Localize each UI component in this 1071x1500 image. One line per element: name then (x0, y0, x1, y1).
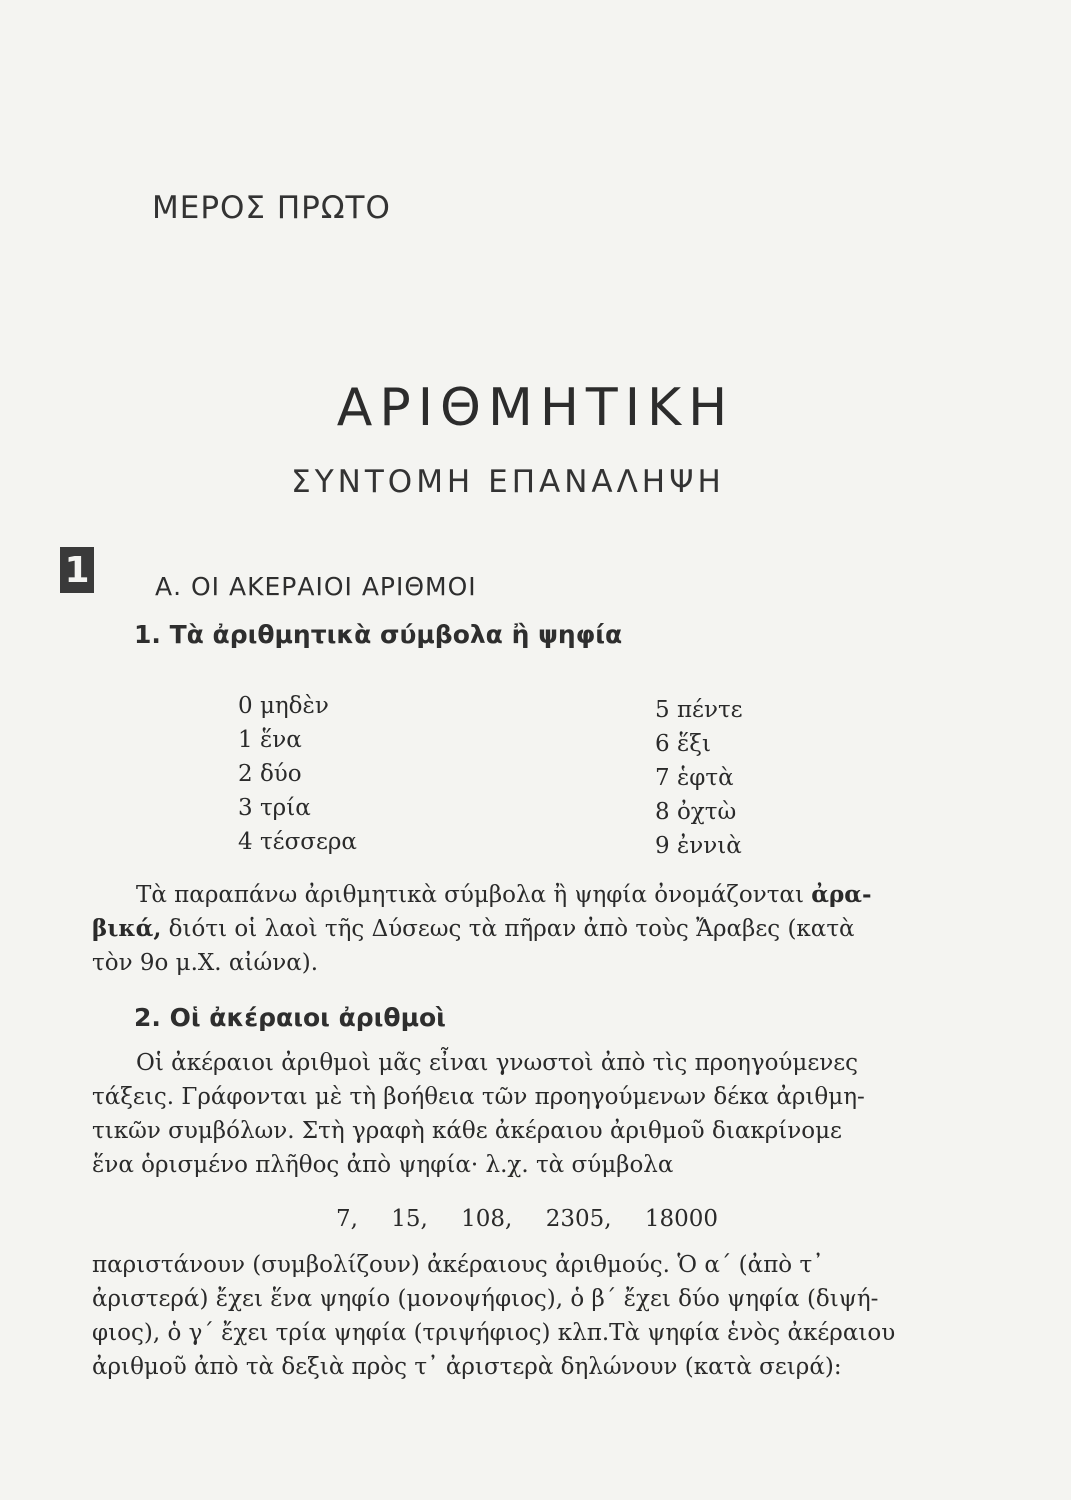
paragraph-line: φιος), ὁ γ΄ ἔχει τρία ψηφία (τριψήφιος) κλπ.Τὰ ψηφία ἑνὸς ἀκέραιου (92, 1320, 896, 1346)
example-numbers (336, 1206, 736, 1232)
section-heading: Α. ΟΙ ΑΚΕΡΑΙΟΙ ΑΡΙΘΜΟΙ (155, 572, 477, 601)
digit-item: 8 ὀχτὼ (655, 799, 737, 825)
example-number: 15, (391, 1206, 428, 1232)
bold-term: ἀρα- (811, 881, 872, 908)
example-number: 108, (461, 1206, 513, 1232)
digit-item: 5 πέντε (655, 697, 743, 723)
digit-item: 0 μηδὲν (238, 693, 329, 719)
paragraph-line: ἀριθμοῦ ἀπὸ τὰ δεξιὰ πρὸς τ᾽ ἀριστερὰ δηλώνουν (κατὰ σειρά): (92, 1354, 842, 1380)
example-number: 2305, (545, 1206, 612, 1232)
digit-item: 3 τρία (238, 795, 311, 821)
part-title: ΜΕΡΟΣ ΠΡΩΤΟ (152, 190, 391, 226)
subsection-heading-1: 1. Τὰ ἀριθμητικὰ σύμβολα ἢ ψηφία (134, 620, 623, 649)
bold-term: βικά, (92, 915, 162, 942)
subtitle: ΣΥΝΤΟΜΗ ΕΠΑΝΑΛΗΨΗ (291, 464, 725, 500)
digit-item: 6 ἕξι (655, 731, 711, 757)
paragraph-arabic-digits (92, 878, 932, 980)
digit-item: 7 ἑφτὰ (655, 765, 734, 791)
digit-item: 9 ἐννιὰ (655, 833, 742, 859)
digit-list-left (238, 689, 357, 859)
paragraph-line: ἕνα ὁρισμένο πλῆθος ἀπὸ ψηφία· λ.χ. τὰ σύμβολα (92, 1152, 674, 1178)
example-number: 7, (336, 1206, 358, 1232)
digit-item: 2 δύο (238, 761, 302, 787)
paragraph-line: παριστάνουν (συμβολίζουν) ἀκέραιους ἀριθμούς. Ὁ α΄ (ἀπὸ τ᾽ (92, 1252, 824, 1278)
example-number: 18000 (644, 1206, 719, 1232)
digit-list-right (655, 693, 743, 863)
subsection-heading-2: 2. Οἱ ἀκέραιοι ἀριθμοὶ (134, 1003, 446, 1032)
digit-item: 1 ἕνα (238, 727, 302, 753)
paragraph-line: ἀριστερά) ἔχει ἕνα ψηφίο (μονοψήφιος), ὁ β΄ ἔχει δύο ψηφία (διψή- (92, 1286, 879, 1312)
paragraph-digit-count (92, 1248, 932, 1384)
chapter-number-badge: 1 (60, 547, 94, 593)
paragraph-line: τάξεις. Γράφονται μὲ τὴ βοήθεια τῶν προηγούμενων δέκα ἀριθμη- (92, 1084, 865, 1110)
main-title: ΑΡΙΘΜΗΤΙΚΗ (336, 378, 735, 438)
paragraph-line: Οἱ ἀκέραιοι ἀριθμοὶ μᾶς εἶναι γνωστοὶ ἀπὸ τὶς προηγούμενες (136, 1050, 859, 1076)
paragraph-text: τὸν 9ο μ.Χ. αἰώνα). (92, 950, 319, 976)
paragraph-line: τικῶν συμβόλων. Στὴ γραφὴ κάθε ἀκέραιου ἀριθμοῦ διακρίνομε (92, 1118, 842, 1144)
paragraph-integers (92, 1046, 932, 1182)
paragraph-text: Τὰ παραπάνω ἀριθμητικὰ σύμβολα ἢ ψηφία ὀνομάζονται (136, 882, 812, 908)
paragraph-text: διότι οἱ λαοὶ τῆς Δύσεως τὰ πῆραν ἀπὸ τοὺς Ἄραβες (κατὰ (161, 916, 855, 942)
digit-item: 4 τέσσερα (238, 829, 357, 855)
